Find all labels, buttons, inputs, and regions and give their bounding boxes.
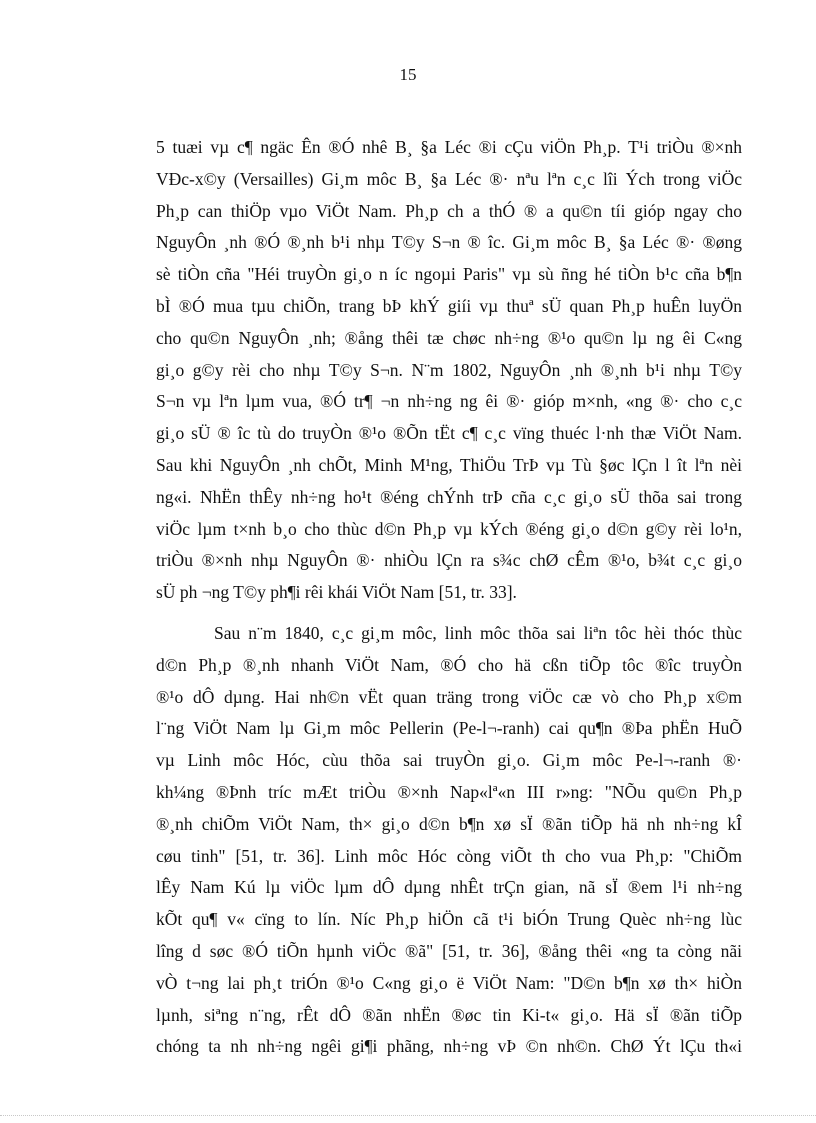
text-line: cøu tinh" [51, tr. 36]. Linh môc Hóc còng viÕt th cho vua Ph¸p: "ChiÕm: [156, 845, 742, 866]
text-line: ®¹o dÔ dµng. Hai nh©n vËt quan träng trong viÖc cæ vò cho Ph¸p x©m: [156, 686, 742, 707]
body-text: [156, 132, 742, 1063]
text-line: lîng d søc ®Ó tiÕn hµnh viÖc ®ã" [51, tr. 36], ®ång thêi «ng ta còng nãi: [156, 940, 742, 961]
text-line: bÌ ®Ó mua tµu chiÕn, trang bÞ khÝ giíi vµ thuª sÜ quan Ph¸p huÊn luyÖn: [156, 295, 742, 316]
text-line: viÖc lµm t×nh b¸o cho thùc d©n Ph¸p vµ kÝch ®éng gi¸o d©n g©y rèi lo¹n,: [156, 518, 742, 539]
text-line: Ph¸p can thiÖp vµo ViÖt Nam. Ph¸p ch a thÓ ® a qu©n tíi gióp ngay cho: [156, 200, 742, 221]
text-line: Sau n¨m 1840, c¸c gi¸m môc, linh môc thõa sai liªn tôc hèi thóc thùc: [214, 622, 742, 643]
text-line: lÊy Nam Kú lµ viÖc lµm dÔ dµng nhÊt trÇn gian, nã sÏ ®em l¹i nh÷ng: [156, 877, 742, 898]
text-line: vÒ t¬ng lai ph¸t triÓn ®¹o C«ng gi¸o ë ViÖt Nam: "D©n b¶n xø th× hiÒn: [156, 972, 742, 993]
paragraph-2: [156, 618, 742, 1063]
text-line: cho qu©n NguyÔn ¸nh; ®ång thêi tæ chøc nh÷ng ®¹o qu©n lµ ng êi C«ng: [156, 327, 742, 348]
bottom-divider: [0, 1115, 816, 1116]
text-line: S¬n vµ lªn lµm vua, ®Ó tr¶ ¬n nh÷ng ng êi ®· gióp m×nh, «ng ®· cho c¸c: [156, 391, 742, 412]
text-line: sè tiÒn cña "Héi truyÒn gi¸o n íc ngoµi Paris" vµ sù ñng hé tiÒn b¹c cña b¶n: [156, 264, 742, 285]
text-line: gi¸o sÜ ® îc tù do truyÒn ®¹o ®Õn tËt c¶ c¸c vïng thuéc l·nh thæ ViÖt Nam.: [156, 423, 742, 444]
text-line: kÕt qu¶ v« cïng to lín. Níc Ph¸p hiÖn cã t¹i biÓn Trung Quèc nh÷ng lùc: [156, 909, 742, 930]
paragraph-1: [156, 132, 742, 609]
text-line: VÐc-x©y (Versailles) Gi¸m môc B¸ §a Léc ®· nªu lªn c¸c lîi Ých trong viÖc: [156, 168, 742, 189]
text-line: ®¸nh chiÕm ViÖt Nam, th× gi¸o d©n b¶n xø sÏ ®ãn tiÕp hä nh nh÷ng kÎ: [156, 813, 742, 834]
text-line: NguyÔn ¸nh ®Ó ®¸nh b¹i nhµ T©y S¬n ® îc. Gi¸m môc B¸ §a Léc ®· ®øng: [156, 232, 742, 253]
text-line: vµ Linh môc Hóc, cùu thõa sai truyÒn gi¸o. Gi¸m môc Pe-l¬-ranh ®·: [156, 750, 742, 771]
text-line: Sau khi NguyÔn ¸nh chÕt, Minh M¹ng, ThiÖu TrÞ vµ Tù §øc lÇn l ît lªn nèi: [156, 454, 742, 475]
text-line: ng«i. NhËn thÊy nh÷ng ho¹t ®éng chÝnh trÞ cña c¸c gi¸o sÜ thõa sai trong: [156, 486, 742, 507]
text-line: chóng ta nh nh÷ng ngêi gi¶i phãng, nh÷ng vÞ ©n nh©n. ChØ Ýt lÇu th«i: [156, 1036, 742, 1057]
text-line: d©n Ph¸p ®¸nh nhanh ViÖt Nam, ®Ó cho hä cßn tiÕp tôc ®îc truyÒn: [156, 654, 742, 675]
text-line: gi¸o g©y rèi cho nhµ T©y S¬n. N¨m 1802, NguyÔn ¸nh ®¸nh b¹i nhµ T©y: [156, 359, 742, 380]
text-line: 5 tuæi vµ c¶ ngäc Ên ®Ó nhê B¸ §a Léc ®i cÇu viÖn Ph¸p. T¹i triÒu ®×nh: [156, 137, 742, 157]
text-line: triÒu ®×nh nhµ NguyÔn ®· nhiÒu lÇn ra s¾c chØ cÊm ®¹o, b¾t c¸c gi¸o: [156, 550, 742, 571]
text-line: sÜ ph ¬ng T©y ph¶i rêi khái ViÖt Nam [51, tr. 33].: [156, 582, 517, 603]
page-number: 15: [399, 65, 417, 84]
text-line: lµnh, siªng n¨ng, rÊt dÔ ®ãn nhËn ®øc tin Ki-t« gi¸o. Hä sÏ ®ãn tiÕp: [156, 1004, 742, 1025]
text-line: l¨ng ViÖt Nam lµ Gi¸m môc Pellerin (Pe-l¬-ranh) cai qu¶n ®Þa phËn HuÕ: [156, 718, 742, 739]
text-line: kh¼ng ®Þnh tríc mÆt triÒu ®×nh Nap«lª«n III r»ng: "NÕu qu©n Ph¸p: [156, 781, 742, 802]
